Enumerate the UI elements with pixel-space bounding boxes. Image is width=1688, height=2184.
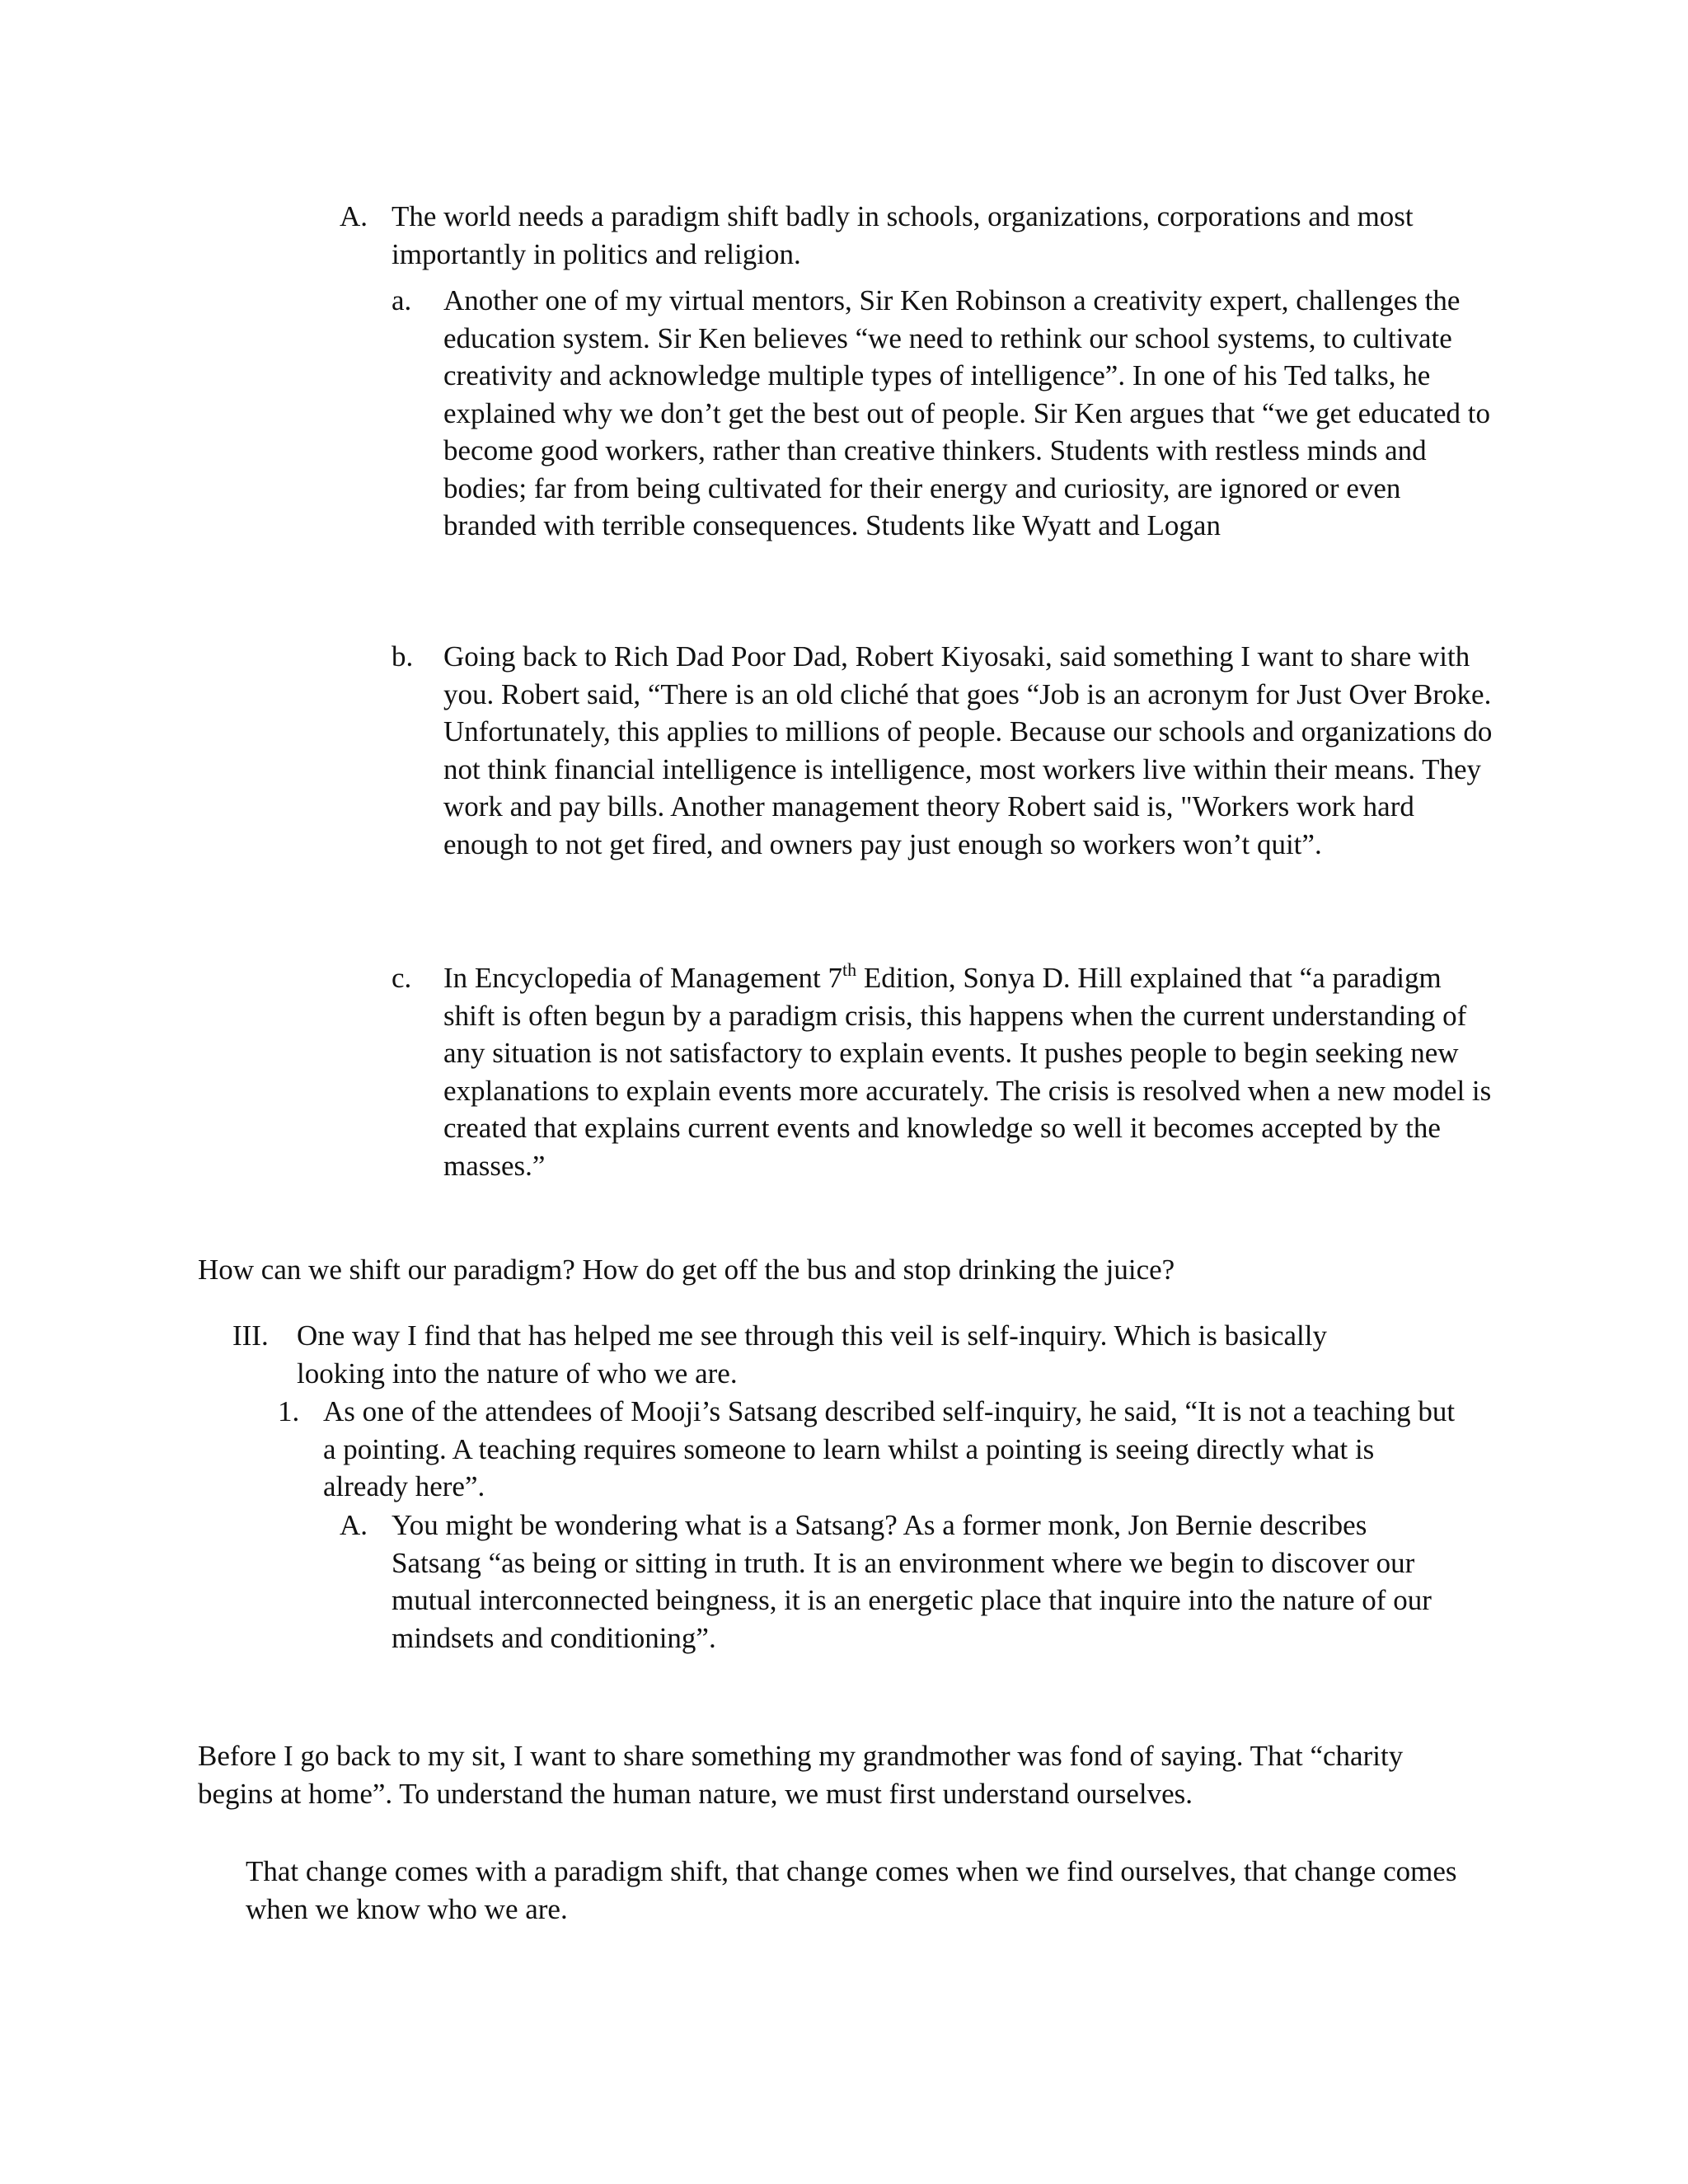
list-item-text: Another one of my virtual mentors, Sir Ken Robinson a creativity expert, challenges the education system. Sir Ken believes “we need to rethink our school systems, to cultivate creativity and acknowledge multiple types of intelligence”. In one of his Ted talks, he explained why we don’t get the best out of people. Sir Ken argues that “we get educated to become good workers, rather than creative thinkers. Students with restless minds and bodies; far from being cultivated for their energy and curiosity, are ignored or even branded with terrible consequences. Students like Wyatt and Logan [443,284,1490,541]
text-segment: In Encyclopedia of Management 7 [443,962,842,994]
list-item-text: One way I find that has helped me see through this veil is self-inquiry. Which is basically looking into the nature of who we are. [297,1319,1327,1390]
outline-item-a-nested [340,1507,1461,1657]
closing-paragraph: Before I go back to my sit, I want to share something my grandmother was fond of saying. That “charity begins at home”. To understand the human nature, we must first understand ourselves. [198,1740,1404,1810]
list-marker: b. [392,640,414,673]
list-item-text: You might be wondering what is a Satsang? As a former monk, Jon Bernie describes Satsang “as being or sitting in truth. It is an environment where we begin to discover our mutual interconnected beingness, it is an energetic place that inquire into the nature of our mindsets and conditioning”. [392,1509,1432,1654]
list-marker: a. [392,284,412,316]
list-item-text: Going back to Rich Dad Poor Dad, Robert Kiyosaki, said something I want to share with you. Robert said, “There is an old cliché that goes “Job is an acronym for Just Over Broke. Unfortunately, this applies to millions of people. Because our schools and organizations do not think financial intelligence is intelligence, most workers live within their means. They work and pay bills. Another management theory Robert said is, "Workers work hard enough to not get fired, and owners pay just enough so workers won’t quit”. [443,640,1493,860]
question-paragraph: How can we shift our paradigm? How do get off the bus and stop drinking the juice? [198,1254,1175,1286]
list-marker: 1. [278,1395,300,1427]
outline-subitem-b [392,638,1496,863]
text-segment: Edition, Sonya D. Hill explained that “a paradigm shift is often begun by a paradigm crisis, this happens when the current understanding of any situation is not satisfactory to explain events. It pushes people to begin seeking new explanations to explain events more accurately. The crisis is resolved when a new model is created that explains current events and knowledge so well it becomes accepted by the masses.” [443,962,1492,1182]
outline-item-iii [232,1317,1403,1392]
closing-statement: That change comes with a paradigm shift, that change comes when we find ourselves, that change comes when we know who we are. [246,1855,1457,1925]
outline-item-a-upper [340,198,1428,273]
list-marker: c. [392,962,412,994]
list-marker: A. [340,200,368,232]
outline-item-1 [278,1393,1456,1506]
list-item-text [443,959,1496,1184]
list-marker: III. [232,1319,269,1352]
list-marker: A. [340,1509,368,1541]
list-item-text: As one of the attendees of Mooji’s Satsang described self-inquiry, he said, “It is not a teaching but a pointing. A teaching requires someone to learn whilst a pointing is seeing directly what is already here”. [323,1395,1456,1502]
ordinal-superscript: th [842,959,857,980]
list-item-text: The world needs a paradigm shift badly in schools, organizations, corporations and most importantly in politics and religion. [392,200,1414,270]
outline-subitem-c [392,959,1496,1184]
outline-subitem-a [392,282,1496,545]
